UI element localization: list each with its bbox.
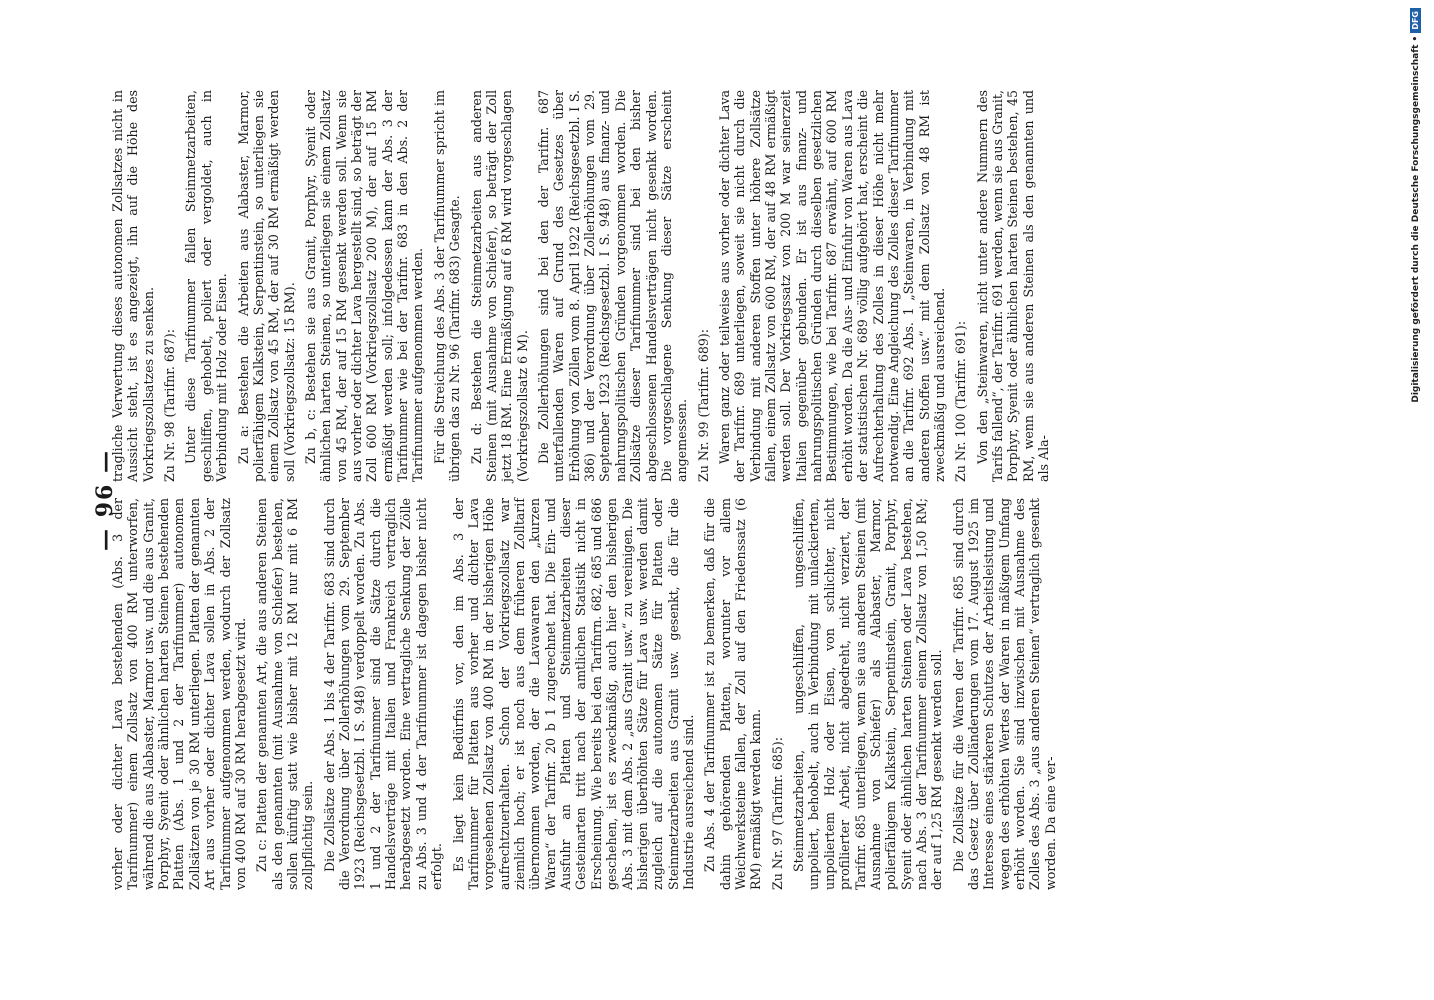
paragraph: vorher oder dichter Lava bestehenden (Abs. 3 der Tarifnummer) einem Zollsatz von 400 RM unterworfen, während die aus Alabaster, Marmor usw. und die aus Granit, Porphyr, Syenit oder ähnlichen harten Steinen bestehenden Platten (Abs. 1 und 2 der Tarifnummer) autonomen Zollsätzen von je 30 RM unterliegen. Platten der genannten Art aus vorher oder dichter Lava sollen in Abs. 2 der Tarifnummer aufgenommen werden, wodurch der Zollsatz von 400 RM auf 30 RM herabgesetzt wird. bbox=[110, 498, 248, 890]
paragraph: Für die Streichung des Abs. 3 der Tarifnummer spricht im übrigen das zu Nr. 96 (Tarifnr. 683) Gesagte. bbox=[431, 90, 463, 482]
paragraph: Waren ganz oder teilweise aus vorher oder dichter Lava der Tarifnr. 689 unterliegen, soweit sie nicht durch die Verbindung mit anderen Stoffen unter höhere Zollsätze fallen, einem Zollsatz von 600 RM, der auf 48 RM ermäßigt werden soll. Der Vorkriegssatz von 200 M war seinerzeit Italien gegenüber gebunden. Er ist aus finanz- und nahrungspolitischen Gründen durch dieselben gesetzlichen Bestimmungen, wie bei Tarifnr. 687 erwähnt, auf 600 RM erhöht worden. Da die Aus- und Einfuhr von Waren aus Lava der statistischen Nr. 689 völlig aufgehört hat, erscheint die Aufrechterhaltung des Zolles in dieser Höhe nicht mehr notwendig. Eine Angleichung des Zolles dieser Tarifnummer an die Tarifnr. 692 Abs. 1 „Steinwaren, in Verbindung mit anderen Stoffen usw.“ mit dem Zollsatz von 48 RM ist zweckmäßig und ausreichend. bbox=[716, 90, 947, 482]
paragraph: Die Zollerhöhungen sind bei den der Tarifnr. 687 unterfallenden Waren auf Grund des Gesetzes über Erhöhung von Zöllen vom 8. April 1922 (Reichsgesetzbl. I S. 386) und der Verordnung über Zollerhöhungen vom 29. September 1923 (Reichsgesetzbl. I S. 948) aus finanz- und nahrungspolitischen Gründen vorgenommen worden. Die Zollsätze dieser Tarifnummer sind bei den bisher abgeschlossenen Handelsverträgen nicht gesenkt worden. Die vorgeschlagene Senkung dieser Sätze erscheint angemessen. bbox=[535, 90, 690, 482]
paragraph: Unter diese Tarifnummer fallen Steinmetzarbeiten, geschliffen, gehobelt, poliert oder vergoldet, auch in Verbindung mit Holz oder Eisen. bbox=[183, 90, 230, 482]
paragraph: Die Zollsätze für die Waren der Tarifnr. 685 sind durch das Gesetz über Zolländerungen vom 17. August 1925 im Interesse eines stärkeren Schutzes der Arbeitsleistung und wegen des erhöhten Wertes der Waren in mäßigem Umfang erhöht worden. Sie sind inzwischen mit Ausnahme des Zolles des Abs. 3 „aus anderen Steinen“ vertraglich gesenkt worden. Da eine ver- bbox=[950, 498, 1058, 890]
paragraph: Zu a: Bestehen die Arbeiten aus Alabaster, Marmor, polierfähigem Kalkstein, Serpentinstein, so unterliegen sie einem Zollsatz von 45 RM, der auf 30 RM ermäßigt werden soll (Vorkriegszollsatz: 15 RM). bbox=[235, 90, 297, 482]
paragraph: Zu c: Platten der genannten Art, die aus anderen Steinen als den genannten (mit Ausnahme von Schiefer) bestehen, sollen künftig statt wie bisher mit 12 RM nur mit 6 RM zollpflichtig sein. bbox=[254, 498, 316, 890]
page-number: — 96 — bbox=[92, 449, 118, 551]
section-heading: Zu Nr. 99 (Tarifnr. 689): bbox=[695, 328, 711, 482]
section-heading: Zu Nr. 100 (Tarifnr. 691): bbox=[953, 320, 969, 482]
section-heading: Zu Nr. 98 (Tarifnr. 687): bbox=[162, 328, 178, 482]
credit-text: Digitalisierung gefördert durch die Deutsche Forschungsgemeinschaft • bbox=[1411, 35, 1421, 403]
paragraph: Zu d: Bestehen die Steinmetzarbeiten aus anderen Steinen (mit Ausnahme von Schiefer), so beträgt der Zoll jetzt 18 RM. Eine Ermäßigung auf 6 RM wird vorgeschlagen (Vorkriegszollsatz 6 M). bbox=[468, 90, 530, 482]
paragraph: Von den „Steinwaren, nicht unter andere Nummern des Tarifs fallend“, der Tarifnr. 691 werden, wenn sie aus Granit, Porphyr, Syenit oder ähnlichen harten Steinen bestehen, 45 RM, wenn sie aus anderen Steinen als den genannten und als Ala- bbox=[974, 90, 1052, 482]
digitization-credit bbox=[1410, 0, 1421, 1000]
left-column bbox=[110, 498, 1064, 890]
paragraph: tragliche Verwertung dieses autonomen Zollsatzes nicht in Aussicht steht, ist es angezeigt, ihn auf die Höhe des Vorkriegszollsatzes zu senken. bbox=[110, 90, 156, 482]
section-heading: Zu Nr. 97 (Tarifnr. 685): bbox=[769, 736, 785, 890]
dfg-logo: DFG bbox=[1410, 8, 1421, 33]
paragraph: Steinmetzarbeiten, ungeschliffen, ungeschliffen, unpoliert, behobelt, auch in Verbindung mit unlackiertem, unpoliertem Holz oder Eisen, von schlichter, nicht profilierter Arbeit, nicht abgedreht, nicht verziert, der Tarifnr. 685 unterliegen, wenn sie aus anderen Steinen (mit Ausnahme von Schiefer) als Alabaster, Marmor, polierfähigem Kalkstein, Serpentinstein, Granit, Porphyr, Syenit oder ähnlichen harten Steinen oder Lava bestehen, nach Abs. 3 der Tarifnummer einem Zollsatz von 1,50 RM; der auf 1,25 RM gesenkt werden soll. bbox=[791, 498, 945, 890]
paragraph: Die Zollsätze der Abs. 1 bis 4 der Tarifnr. 683 sind durch die Verordnung über Zollerhöhungen vom 29. September 1923 (Reichsgesetzbl. I S. 948) verdoppelt worden. Zu Abs. 1 und 2 der Tarifnummer sind die Sätze durch die Handelsverträge mit Italien und Frankreich vertraglich herabgesetzt worden. Eine vertragliche Senkung der Zölle zu Abs. 3 und 4 der Tarifnummer ist dagegen bisher nicht erfolgt. bbox=[321, 498, 445, 890]
right-column bbox=[110, 90, 1057, 482]
paragraph: Zu b, c: Bestehen sie aus Granit, Porphyr, Syenit oder ähnlichen harten Steinen, so unterliegen sie einem Zollsatz von 45 RM, der auf 15 RM gesenkt werden soll. Wenn sie aus vorher oder dichter Lava hergestellt sind, so beträgt der Zoll 600 RM (Vorkriegszollsatz 200 M), der auf 15 RM ermäßigt werden soll; infolgedessen kann der Abs. 3 der Tarifnummer wie bei der Tarifnr. 683 in den Abs. 2 der Tarifnummer aufgenommen werden. bbox=[302, 90, 426, 482]
paragraph: Zu Abs. 4 der Tarifnummer ist zu bemerken, daß für die dahin gehörenden Platten, worunter vor allem Weichwerksteine fallen, der Zoll auf den Friedenssatz (6 RM) ermäßigt werden kann. bbox=[702, 498, 764, 890]
paragraph: Es liegt kein Bedürfnis vor, den im Abs. 3 der Tarifnummer für Platten aus vorher und dichter Lava vorgesehenen Zollsatz von 400 RM in der bisherigen Höhe aufrechtzuerhalten. Schon der Vorkriegszollsatz war ziemlich hoch; er ist noch aus dem früheren Zolltarif übernommen worden, der die Lavawaren den „kurzen Waren“ der Tarifnr. 20 b 1 zugerechnet hat. Die Ein- und Ausfuhr an Platten und Steinmetzarbeiten dieser Gesteinarten tritt nach der amtlichen Statistik nicht in Erscheinung. Wie bereits bei den Tarifnrn. 682, 685 und 686 geschehen, ist es zweckmäßig, auch hier den bisherigen Abs. 3 mit dem Abs. 2 „aus Granit usw.“ zu vereinigen. Die bisherigen überhöhten Sätze für Lava usw. werden damit zugleich auf die autonomen Sätze für Platten oder Steinmetzarbeiten aus Granit usw. gesenkt, die für die Industrie ausreichend sind. bbox=[450, 498, 696, 890]
